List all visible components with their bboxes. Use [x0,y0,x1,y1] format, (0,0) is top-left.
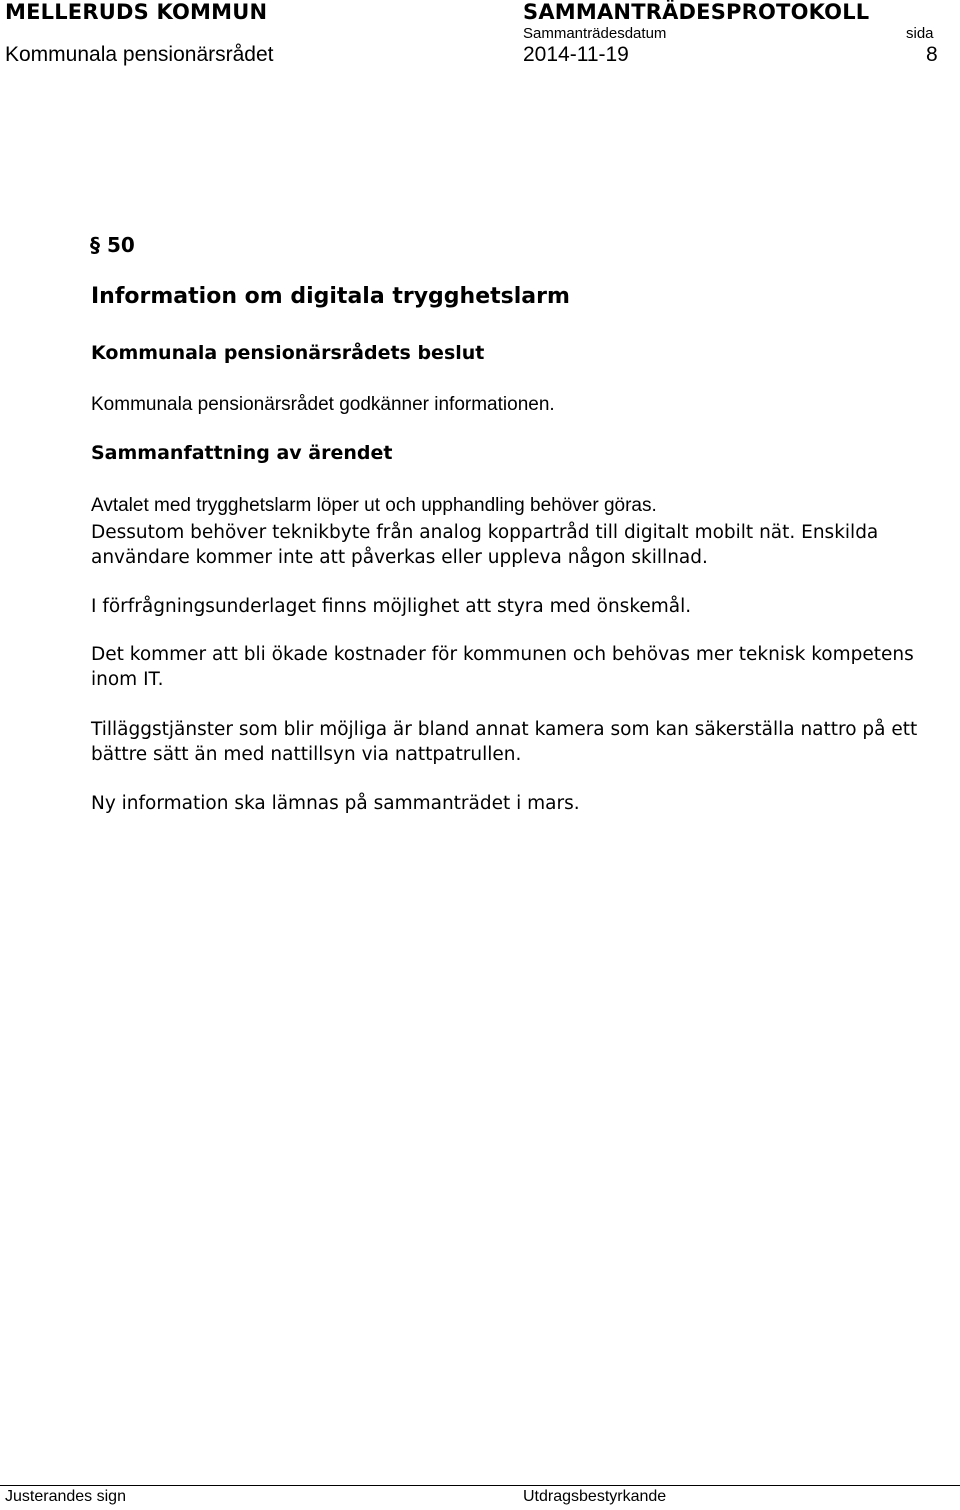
summary-paragraph: I förfrågningsunderlaget finns möjlighet att styra med önskemål. [91,596,692,617]
summary-paragraph: Tilläggstjänster som blir möjliga är bland annat kamera som kan säkerställa nattro på ett bättre sätt än med nattillsyn via nattpatrullen. [91,719,918,765]
paragraph-number: § 50 [90,233,135,257]
footer-certification-label: Utdragsbestyrkande [523,1488,667,1505]
summary-first-line: Avtalet med trygghetslarm löper ut och upphandling behöver göras. [91,495,657,516]
header-body-name: Kommunala pensionärsrådet [5,43,274,66]
summary-paragraph: Dessutom behöver teknikbyte från analog koppartråd till digitalt mobilt nät. Enskilda användare kommer inte att påverkas eller uppleva någon skillnad. [91,522,879,568]
header-date: 2014-11-19 [523,43,629,66]
header-document-type: SAMMANTRÄDESPROTOKOLL [523,0,870,24]
summary-heading: Sammanfattning av ärendet [91,442,393,464]
header-date-label: Sammanträdesdatum [523,25,667,42]
footer-signature-label: Justerandes sign [5,1488,126,1505]
header-page-label: sida [906,25,934,42]
decision-heading: Kommunala pensionärsrådets beslut [91,342,485,364]
footer-divider [0,1485,960,1486]
item-title: Information om digitala trygghetslarm [91,284,570,309]
summary-paragraph: Ny information ska lämnas på sammanträdet i mars. [91,793,580,814]
header-page-number: 8 [926,43,938,66]
summary-paragraph: Det kommer att bli ökade kostnader för kommunen och behövas mer teknisk kompetens inom IT. [91,644,914,690]
header-organization: MELLERUDS KOMMUN [5,0,268,24]
decision-text: Kommunala pensionärsrådet godkänner informationen. [91,394,555,415]
